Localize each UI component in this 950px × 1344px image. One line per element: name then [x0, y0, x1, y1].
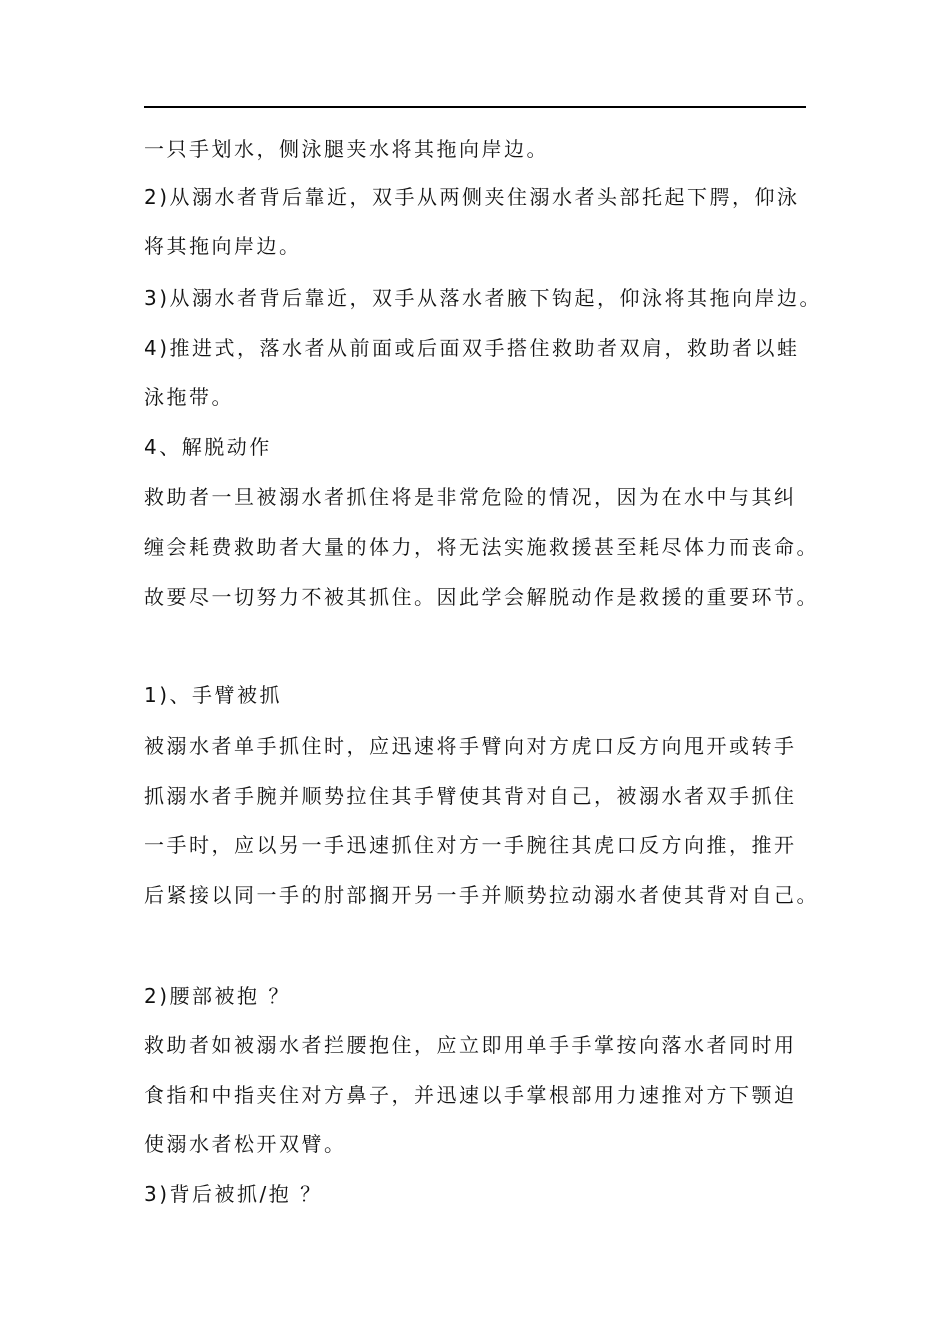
text-line: 被溺水者单手抓住时，应迅速将手臂向对方虎口反方向甩开或转手: [144, 734, 797, 758]
text-line: 泳拖带。: [144, 385, 234, 409]
section-heading: 4、解脱动作: [144, 435, 272, 459]
text-line: 2)从溺水者背后靠近，双手从两侧夹住溺水者头部托起下腭，仰泳: [144, 185, 800, 209]
subsection-heading: 1)、手臂被抓: [144, 683, 283, 707]
text-line: 一只手划水，侧泳腿夹水将其拖向岸边。: [144, 137, 549, 161]
text-line: 将其拖向岸边。: [144, 234, 302, 258]
text-line: 救助者一旦被溺水者抓住将是非常危险的情况，因为在水中与其纠: [144, 485, 797, 509]
text-line: 故要尽一切努力不被其抓住。因此学会解脱动作是救援的重要环节。: [144, 585, 819, 609]
text-line: 使溺水者松开双臂。: [144, 1132, 347, 1156]
text-line: 抓溺水者手腕并顺势拉住其手臂使其背对自己，被溺水者双手抓住: [144, 784, 797, 808]
text-line: 后紧接以同一手的肘部搁开另一手并顺势拉动溺水者使其背对自己。: [144, 883, 819, 907]
text-line: 缠会耗费救助者大量的体力，将无法实施救援甚至耗尽体力而丧命。: [144, 535, 819, 559]
subsection-heading: 3)背后被抓/抱 ？: [144, 1182, 323, 1206]
text-line: 救助者如被溺水者拦腰抱住，应立即用单手手掌按向落水者同时用: [144, 1033, 797, 1057]
text-line: 食指和中指夹住对方鼻子，并迅速以手掌根部用力速推对方下颚迫: [144, 1083, 797, 1107]
text-line: 4)推进式，落水者从前面或后面双手搭住救助者双肩，救助者以蛙: [144, 336, 800, 360]
text-line: 3)从溺水者背后靠近，双手从落水者腋下钩起，仰泳将其拖向岸边。: [144, 286, 823, 310]
header-rule: [144, 106, 806, 108]
subsection-heading: 2)腰部被抱 ？: [144, 984, 291, 1008]
text-line: 一手时，应以另一手迅速抓住对方一手腕往其虎口反方向推，推开: [144, 833, 797, 857]
